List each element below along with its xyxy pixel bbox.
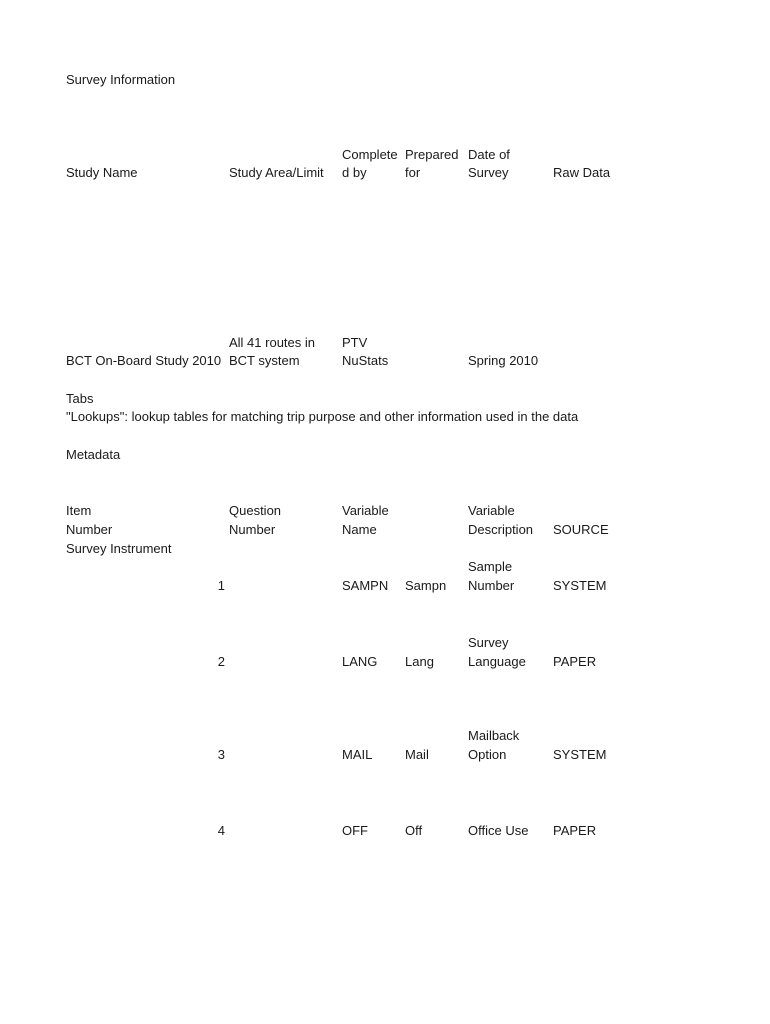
study-area-value-2: BCT system [229,353,300,368]
header-question-number-1: Question [229,503,282,518]
header-survey-instrument: Survey Instrument [66,541,172,556]
header-date-of-survey-2: Survey [468,165,509,180]
header-variable-name-2: Name [342,522,377,537]
metadata-row-4-variable: OFF [342,823,368,838]
metadata-row-1-item: 1 [217,578,225,593]
page-title: Survey Information [66,72,176,87]
completed-by-value-2: NuStats [342,353,389,368]
metadata-row-1-variable: SAMPN [342,578,389,593]
study-name-value: BCT On-Board Study 2010 [66,353,222,368]
metadata-row-4-label: Off [405,823,423,838]
metadata-row-4-source: PAPER [553,823,597,838]
metadata-row-3-label: Mail [405,747,429,762]
header-completed-by-1: Complete [342,147,398,162]
metadata-row-3-description-1: Mailback [468,728,520,743]
metadata-row-2-variable: LANG [342,654,378,669]
date-of-survey-value: Spring 2010 [468,353,539,368]
metadata-row-1-source: SYSTEM [553,578,607,593]
metadata-row-2-description-1: Survey [468,635,509,650]
metadata-row-2-description-2: Language [468,654,526,669]
tabs-title: Tabs [66,391,94,406]
header-item-number-2: Number [66,522,113,537]
header-raw-data: Raw Data [553,165,611,180]
metadata-row-2-source: PAPER [553,654,597,669]
metadata-row-2-label: Lang [405,654,434,669]
study-area-value-1: All 41 routes in [229,335,315,350]
header-variable-name-1: Variable [342,503,389,518]
metadata-row-1-label: Sampn [405,578,447,593]
header-item-number-1: Item [66,503,92,518]
metadata-row-3-description-2: Option [468,747,507,762]
metadata-row-1-description-1: Sample [468,559,513,574]
tabs-lookups-description: "Lookups": lookup tables for matching trip purpose and other information used in the data [66,409,579,424]
header-prepared-for-1: Prepared [405,147,459,162]
header-study-area: Study Area/Limit [229,165,324,180]
completed-by-value-1: PTV [342,335,368,350]
metadata-row-4-item: 4 [217,823,225,838]
header-study-name: Study Name [66,165,138,180]
metadata-row-1-description-2: Number [468,578,515,593]
metadata-title: Metadata [66,447,121,462]
metadata-row-2-item: 2 [217,654,225,669]
header-prepared-for-2: for [405,165,421,180]
header-source: SOURCE [553,522,609,537]
metadata-row-3-item: 3 [217,747,225,762]
metadata-row-4-description: Office Use [468,823,529,838]
header-completed-by-2: d by [342,165,367,180]
header-date-of-survey-1: Date of [468,147,510,162]
metadata-row-3-source: SYSTEM [553,747,607,762]
header-question-number-2: Number [229,522,276,537]
header-variable-description-1: Variable [468,503,515,518]
metadata-row-3-variable: MAIL [342,747,373,762]
header-variable-description-2: Description [468,522,534,537]
